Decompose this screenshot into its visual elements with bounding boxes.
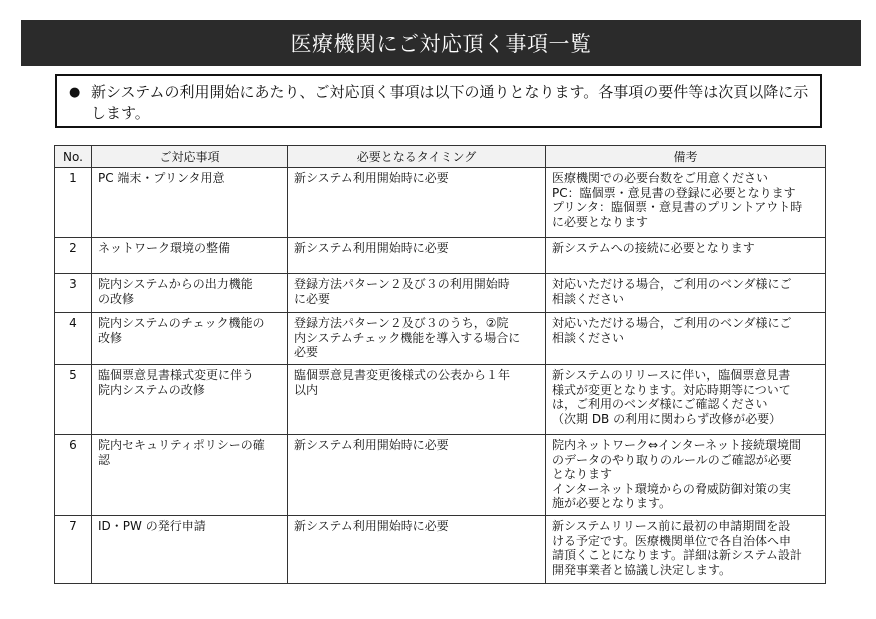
row-notes-line: となります	[552, 467, 613, 481]
row-notes-line: プリンタ：臨個票・意見書のプリントアウト時	[552, 200, 803, 214]
row-timing	[288, 365, 546, 435]
row-item	[92, 238, 288, 274]
row-number: 1	[55, 168, 92, 238]
row-notes-line: 新システムのリリースに伴い，臨個票意見書	[552, 368, 791, 382]
row-notes	[546, 365, 826, 435]
row-notes-line: ける予定です。医療機関単位で各自治体へ申	[552, 533, 792, 548]
row-notes-line: （次期 DB の利用に関わらず改修が必要）	[552, 411, 782, 426]
row-notes-line: 相談ください	[552, 291, 625, 306]
row-item-line: 改修	[98, 330, 123, 345]
row-item-line: 認	[98, 452, 111, 467]
row-number: 4	[55, 313, 92, 365]
row-notes	[546, 274, 826, 313]
row-notes-line: 様式が変更となります。対応時期等について	[552, 382, 791, 397]
row-item-line: 臨個票意見書様式変更に伴う	[98, 368, 255, 382]
row-timing-line: 新システム利用開始時に必要	[294, 241, 449, 255]
row-notes-line: 開発事業者と協議し決定します。	[552, 562, 732, 577]
table-row	[55, 516, 826, 584]
row-timing	[288, 238, 546, 274]
row-notes-line: 請頂くことになります。詳細は新システム設計	[552, 548, 802, 562]
header-item: ご対応事項	[92, 146, 288, 168]
row-timing-line: 登録方法パターン２及び３のうち，②院	[294, 316, 509, 330]
row-timing	[288, 168, 546, 238]
row-notes-line: 新システムへの接続に必要となります	[552, 241, 755, 255]
row-timing	[288, 313, 546, 365]
page-title: 医療機関にご対応頂く事項一覧	[21, 20, 861, 66]
row-notes-line: 医療機関での必要台数をご用意ください	[552, 171, 769, 185]
row-timing-line: 内システムチェック機能を導入する場合に	[294, 330, 521, 345]
action-items-table	[54, 145, 826, 584]
row-notes	[546, 238, 826, 274]
row-timing-line: に必要	[294, 291, 331, 306]
header-notes: 備考	[546, 146, 826, 168]
row-item-line: 院内システムのチェック機能の	[98, 316, 265, 330]
table-row	[55, 365, 826, 435]
row-item-line: 院内システムからの出力機能	[98, 277, 253, 291]
row-item	[92, 168, 288, 238]
table-row	[55, 238, 826, 274]
row-timing-line: 必要	[294, 345, 319, 359]
intro-text: 新システムの利用開始にあたり、ご対応頂く事項は以下の通りとなります。各事項の要件等は次頁以降に示します。	[91, 83, 809, 122]
row-number: 6	[55, 435, 92, 516]
row-notes	[546, 435, 826, 516]
table-row	[55, 274, 826, 313]
row-item	[92, 365, 288, 435]
row-item-line: 院内セキュリティポリシーの確	[98, 438, 265, 452]
row-number: 2	[55, 238, 92, 274]
table-row	[55, 168, 826, 238]
bullet-icon: ●	[69, 85, 81, 100]
row-number: 7	[55, 516, 92, 584]
row-notes-line: 対応いただける場合，ご利用のベンダ様にご	[552, 316, 792, 330]
row-notes	[546, 516, 826, 584]
row-notes-line: 相談ください	[552, 330, 625, 345]
row-timing	[288, 516, 546, 584]
table-row	[55, 435, 826, 516]
row-item-line: ID・PW の発行申請	[98, 519, 206, 533]
row-notes	[546, 313, 826, 365]
row-timing	[288, 435, 546, 516]
row-notes-line: 施が必要となります。	[552, 496, 672, 510]
row-notes-line: PC：臨個票・意見書の登録に必要となります	[552, 185, 796, 200]
row-notes-line: に必要となります	[552, 214, 649, 229]
row-item	[92, 313, 288, 365]
row-timing-line: 登録方法パターン２及び３の利用開始時	[294, 277, 510, 291]
row-timing-line: 新システム利用開始時に必要	[294, 171, 449, 185]
row-timing-line: 臨個票意見書変更後様式の公表から１年	[294, 368, 511, 382]
row-timing-line: 新システム利用開始時に必要	[294, 438, 449, 452]
row-item	[92, 516, 288, 584]
row-item-line: PC 端末・プリンタ用意	[98, 171, 225, 185]
row-notes-line: は，ご利用のベンダ様にご確認ください	[552, 397, 768, 411]
row-notes	[546, 168, 826, 238]
header-timing: 必要となるタイミング	[288, 146, 546, 168]
header-no: No.	[55, 146, 92, 168]
row-item	[92, 435, 288, 516]
intro-box	[55, 74, 822, 128]
row-item-line: の改修	[98, 291, 135, 306]
row-timing-line: 以内	[294, 382, 319, 397]
row-item-line: 院内システムの改修	[98, 382, 205, 397]
row-timing	[288, 274, 546, 313]
row-number: 3	[55, 274, 92, 313]
row-notes-line: のデータのやり取りのルールのご確認が必要	[552, 452, 792, 467]
row-notes-line: 新システムリリース前に最初の申請期間を設	[552, 519, 791, 533]
row-timing-line: 新システム利用開始時に必要	[294, 519, 449, 533]
row-notes-line: 院内ネットワーク⇔インターネット接続環境間	[552, 438, 801, 452]
row-number: 5	[55, 365, 92, 435]
table-header-row	[55, 146, 826, 168]
row-item	[92, 274, 288, 313]
table-row	[55, 313, 826, 365]
row-item-line: ネットワーク環境の整備	[98, 241, 231, 255]
row-notes-line: インターネット環境からの脅威防御対策の実	[552, 481, 791, 496]
row-notes-line: 対応いただける場合，ご利用のベンダ様にご	[552, 277, 792, 291]
